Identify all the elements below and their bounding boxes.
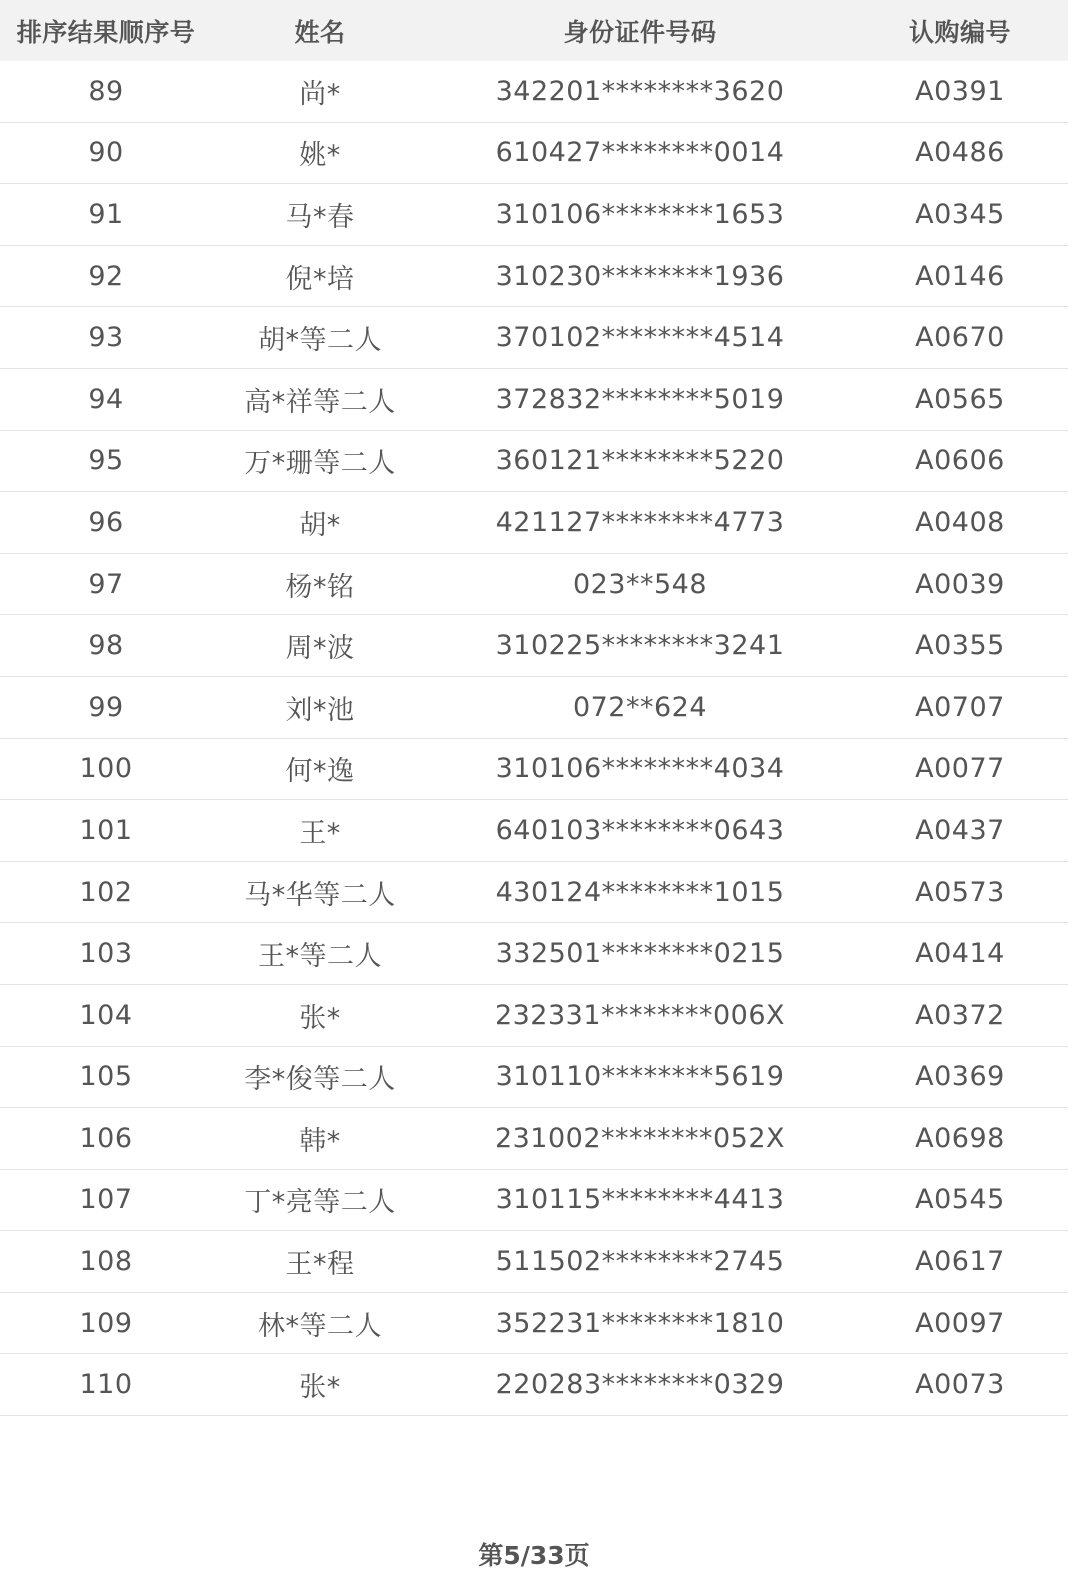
table-row <box>0 862 1068 924</box>
cell-name: 张* <box>299 1002 341 1034</box>
cell-name: 韩* <box>299 1125 341 1157</box>
cell-name: 尚* <box>299 78 341 110</box>
cell-id-number: 430124********1015 <box>495 876 785 908</box>
cell-sequence-number: 93 <box>88 322 124 354</box>
cell-id-number: 372832********5019 <box>495 383 785 415</box>
cell-name: 万*珊等二人 <box>244 448 396 480</box>
cell-sequence-number: 106 <box>79 1122 133 1154</box>
table-row <box>0 431 1068 493</box>
cell-sequence-number: 97 <box>88 568 124 600</box>
cell-name: 林*等二人 <box>258 1310 382 1342</box>
cell-subscription-number: A0670 <box>915 322 1005 354</box>
cell-subscription-number: A0097 <box>915 1307 1005 1339</box>
cell-subscription-number: A0146 <box>915 260 1005 292</box>
cell-sequence-number: 100 <box>79 753 133 785</box>
cell-subscription-number: A0345 <box>915 198 1005 230</box>
cell-name: 张* <box>299 1372 341 1404</box>
cell-id-number: 610427********0014 <box>495 137 785 169</box>
cell-sequence-number: 105 <box>79 1061 133 1093</box>
table-row <box>0 184 1068 246</box>
table-header-row <box>0 0 1068 61</box>
cell-sequence-number: 96 <box>88 506 124 538</box>
cell-sequence-number: 92 <box>88 260 124 292</box>
cell-subscription-number: A0573 <box>915 876 1005 908</box>
cell-sequence-number: 95 <box>88 445 124 477</box>
cell-sequence-number: 91 <box>88 198 124 230</box>
cell-id-number: 231002********052X <box>494 1122 786 1154</box>
header-name: 姓名 <box>294 17 346 47</box>
cell-subscription-number: A0372 <box>915 999 1005 1031</box>
cell-subscription-number: A0437 <box>915 814 1005 846</box>
cell-subscription-number: A0698 <box>915 1122 1005 1154</box>
cell-sequence-number: 102 <box>79 876 133 908</box>
cell-name: 马*华等二人 <box>244 879 396 911</box>
cell-id-number: 232331********006X <box>494 999 786 1031</box>
cell-id-number: 072**624 <box>572 691 708 723</box>
cell-subscription-number: A0369 <box>915 1061 1005 1093</box>
cell-sequence-number: 109 <box>79 1307 133 1339</box>
table-row <box>0 739 1068 801</box>
header-subscription-number: 认购编号 <box>908 17 1011 47</box>
table-row <box>0 923 1068 985</box>
table-row <box>0 123 1068 185</box>
cell-id-number: 332501********0215 <box>495 938 785 970</box>
cell-sequence-number: 103 <box>79 938 133 970</box>
cell-sequence-number: 98 <box>88 630 124 662</box>
cell-subscription-number: A0486 <box>915 137 1005 169</box>
cell-id-number: 310230********1936 <box>495 260 785 292</box>
header-id-number: 身份证件号码 <box>563 17 717 47</box>
header-sequence-number: 排序结果顺序号 <box>16 17 196 47</box>
cell-subscription-number: A0408 <box>915 506 1005 538</box>
cell-name: 胡* <box>299 509 341 541</box>
cell-subscription-number: A0707 <box>915 691 1005 723</box>
cell-name: 周*波 <box>285 633 355 665</box>
cell-sequence-number: 89 <box>88 75 124 107</box>
cell-id-number: 640103********0643 <box>495 814 785 846</box>
cell-name: 倪*培 <box>285 263 355 295</box>
cell-subscription-number: A0391 <box>915 75 1005 107</box>
cell-subscription-number: A0039 <box>915 568 1005 600</box>
cell-name: 刘*池 <box>285 694 355 726</box>
cell-name: 何*逸 <box>285 756 355 788</box>
table-row <box>0 677 1068 739</box>
cell-id-number: 342201********3620 <box>495 75 785 107</box>
cell-id-number: 310106********1653 <box>495 198 785 230</box>
cell-subscription-number: A0073 <box>915 1369 1005 1401</box>
table-row <box>0 800 1068 862</box>
table-row <box>0 615 1068 677</box>
table-row <box>0 1170 1068 1232</box>
cell-subscription-number: A0565 <box>915 383 1005 415</box>
cell-sequence-number: 104 <box>79 999 133 1031</box>
cell-id-number: 023**548 <box>572 568 708 600</box>
cell-sequence-number: 90 <box>88 137 124 169</box>
cell-id-number: 310110********5619 <box>495 1061 785 1093</box>
cell-id-number: 421127********4773 <box>495 506 785 538</box>
cell-id-number: 310115********4413 <box>495 1184 785 1216</box>
table-row <box>0 1293 1068 1355</box>
cell-name: 胡*等二人 <box>258 325 382 357</box>
cell-name: 姚* <box>299 140 341 172</box>
table-row <box>0 246 1068 308</box>
cell-subscription-number: A0355 <box>915 630 1005 662</box>
table-row <box>0 554 1068 616</box>
cell-subscription-number: A0606 <box>915 445 1005 477</box>
cell-id-number: 370102********4514 <box>495 322 785 354</box>
cell-id-number: 360121********5220 <box>495 445 785 477</box>
cell-id-number: 220283********0329 <box>495 1369 785 1401</box>
cell-sequence-number: 110 <box>79 1369 133 1401</box>
cell-name: 丁*亮等二人 <box>244 1187 396 1219</box>
table-body <box>0 61 1068 1416</box>
cell-sequence-number: 101 <box>79 814 133 846</box>
table-row <box>0 1108 1068 1170</box>
cell-id-number: 310106********4034 <box>495 753 785 785</box>
table-row <box>0 61 1068 123</box>
cell-name: 李*俊等二人 <box>244 1064 396 1096</box>
cell-id-number: 310225********3241 <box>495 630 785 662</box>
cell-id-number: 352231********1810 <box>495 1307 785 1339</box>
page-indicator: 第5/33页 <box>478 1541 590 1570</box>
table-row <box>0 307 1068 369</box>
table-row <box>0 369 1068 431</box>
cell-subscription-number: A0414 <box>915 938 1005 970</box>
cell-sequence-number: 108 <box>79 1246 133 1278</box>
cell-name: 高*祥等二人 <box>244 386 396 418</box>
cell-name: 杨*铭 <box>285 571 355 603</box>
table-row <box>0 985 1068 1047</box>
cell-name: 马*春 <box>285 201 355 233</box>
table-row <box>0 492 1068 554</box>
cell-sequence-number: 94 <box>88 383 124 415</box>
cell-name: 王* <box>299 817 341 849</box>
cell-sequence-number: 107 <box>79 1184 133 1216</box>
cell-id-number: 511502********2745 <box>495 1246 785 1278</box>
cell-subscription-number: A0077 <box>915 753 1005 785</box>
table-row <box>0 1354 1068 1416</box>
cell-name: 王*程 <box>285 1249 355 1281</box>
table-row <box>0 1231 1068 1293</box>
cell-subscription-number: A0545 <box>915 1184 1005 1216</box>
cell-name: 王*等二人 <box>258 941 382 973</box>
cell-sequence-number: 99 <box>88 691 124 723</box>
table-row <box>0 1047 1068 1109</box>
cell-subscription-number: A0617 <box>915 1246 1005 1278</box>
